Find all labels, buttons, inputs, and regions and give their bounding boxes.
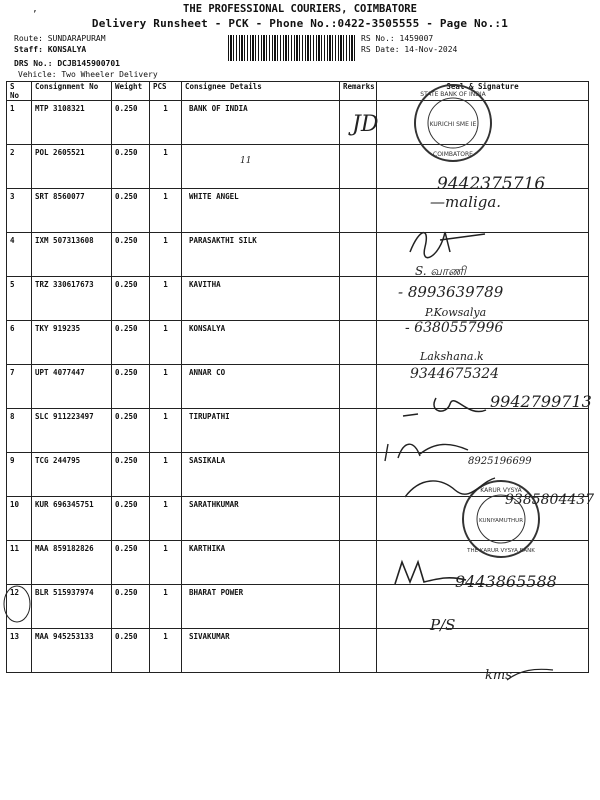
cell-weight: 0.250 (112, 541, 150, 585)
cell-pcs: 1 (150, 453, 182, 497)
cell-consignment: TKY 919235 (32, 321, 112, 365)
cell-weight: 0.250 (112, 101, 150, 145)
hand-r3-name: —maliga. (430, 193, 502, 211)
hand-r13-text: P/S (430, 616, 456, 634)
hand-r2-mark: 11 (240, 156, 252, 166)
cell-consignee: PARASAKTHI SILK (182, 233, 340, 277)
rs-date-text: RS Date: 14-Nov-2024 (361, 45, 458, 54)
cell-remarks (340, 541, 377, 585)
cell-consignee: BANK OF INDIA (182, 101, 340, 145)
cell-weight: 0.250 (112, 145, 150, 189)
cell-pcs: 1 (150, 365, 182, 409)
sno-13-circle (2, 584, 34, 624)
cell-consignment: TCG 244795 (32, 453, 112, 497)
col-consignment: Consignment No (32, 82, 112, 101)
col-seal: Seal & Signature (377, 82, 589, 101)
cell-sno: 3 (7, 189, 32, 233)
cell-remarks (340, 189, 377, 233)
seal2-top-text: KARUR VYSYA (480, 487, 522, 494)
cell-consignment: UPT 4077447 (32, 365, 112, 409)
cell-pcs: 1 (150, 497, 182, 541)
cell-weight: 0.250 (112, 409, 150, 453)
cell-consignee: WHITE ANGEL (182, 189, 340, 233)
cell-sno: 1 (7, 101, 32, 145)
cell-consignee: ANNAR CO (182, 365, 340, 409)
vehicle-text: Vehicle: Two Wheeler Delivery (18, 70, 158, 79)
cell-consignee: BHARAT POWER (182, 585, 340, 629)
cell-remarks (340, 277, 377, 321)
cell-sno: 13 (7, 629, 32, 673)
cell-remarks (340, 409, 377, 453)
hand-r9-phone: 8925196699 (468, 456, 532, 467)
table-row (7, 629, 589, 673)
cell-pcs: 1 (150, 145, 182, 189)
cell-pcs: 1 (150, 409, 182, 453)
signature-r4 (400, 222, 490, 262)
cell-pcs: 1 (150, 541, 182, 585)
cell-weight: 0.250 (112, 585, 150, 629)
cell-consignee (182, 145, 340, 189)
cell-consignment: KUR 696345751 (32, 497, 112, 541)
col-remarks: Remarks (340, 82, 377, 101)
signature-r8 (398, 392, 490, 424)
col-sno: S No (7, 82, 32, 101)
seal1-mid-text: KURICHI SME IE (429, 121, 477, 128)
cell-pcs: 1 (150, 233, 182, 277)
cell-consignee: KAVITHA (182, 277, 340, 321)
cell-consignee: KARTHIKA (182, 541, 340, 585)
hand-r5-sig: S. வாணி (415, 264, 467, 278)
cell-weight: 0.250 (112, 321, 150, 365)
cell-weight: 0.250 (112, 277, 150, 321)
company-title: THE PROFESSIONAL COURIERS, COIMBATORE (183, 3, 417, 15)
cell-consignee: KONSALYA (182, 321, 340, 365)
footer-sig-stroke (505, 664, 555, 684)
table-row (7, 189, 589, 233)
runsheet-subtitle: Delivery Runsheet - PCK - Phone No.:0422-3505555 - Page No.:1 (91, 17, 509, 30)
hand-footer-sig: kms (485, 668, 512, 683)
cell-consignment: TRZ 330617673 (32, 277, 112, 321)
signature-r9 (380, 436, 472, 466)
cell-sno: 2 (7, 145, 32, 189)
cell-remarks (340, 497, 377, 541)
staff-text: Staff: KONSALYA (14, 45, 87, 54)
rs-no-text: RS No.: 1459007 (361, 34, 434, 43)
cell-weight: 0.250 (112, 453, 150, 497)
hand-r7-phone: 9344675324 (410, 366, 500, 382)
meta-left (14, 33, 158, 80)
table-row (7, 101, 589, 145)
cell-consignment: SLC 911223497 (32, 409, 112, 453)
cell-sno: 8 (7, 409, 32, 453)
hand-r12-phone: 9443865588 (455, 572, 557, 591)
cell-consignee: SIVAKUMAR (182, 629, 340, 673)
cell-weight: 0.250 (112, 497, 150, 541)
cell-pcs: 1 (150, 277, 182, 321)
signature-r10 (400, 472, 500, 502)
cell-pcs: 1 (150, 629, 182, 673)
cell-sno: 7 (7, 365, 32, 409)
hand-r11-phone: 9385804437 (505, 492, 595, 508)
col-weight: Weight (112, 82, 150, 101)
col-pcs: PCS (150, 82, 182, 101)
hand-r8-phone: 9942799713 (490, 392, 592, 411)
cell-consignment: MTP 3108321 (32, 101, 112, 145)
cell-sno: 10 (7, 497, 32, 541)
cell-weight: 0.250 (112, 629, 150, 673)
cell-weight: 0.250 (112, 233, 150, 277)
cell-seal (377, 585, 589, 629)
seal2-mid-text: KUNIYAMUTHUR (478, 518, 524, 524)
cell-remarks (340, 321, 377, 365)
cell-pcs: 1 (150, 585, 182, 629)
meta-right (361, 33, 457, 55)
barcode (228, 35, 356, 61)
cell-seal (377, 629, 589, 673)
bank-seal-sbi (412, 82, 494, 164)
cell-pcs: 1 (150, 321, 182, 365)
cell-remarks (340, 145, 377, 189)
cell-remarks (340, 629, 377, 673)
hand-r3-phone: 9442375716 (437, 174, 546, 194)
cell-weight: 0.250 (112, 189, 150, 233)
cell-consignment: IXM 507313608 (32, 233, 112, 277)
cell-consignment: MAA 859182826 (32, 541, 112, 585)
cell-sno: 11 (7, 541, 32, 585)
table-row (7, 233, 589, 277)
col-consignee: Consignee Details (182, 82, 340, 101)
hand-r7-name: Lakshana.k (420, 350, 484, 363)
cell-remarks (340, 453, 377, 497)
cell-sno: 12 (7, 585, 32, 629)
table-row (7, 409, 589, 453)
cell-consignee: SASIKALA (182, 453, 340, 497)
table-row (7, 585, 589, 629)
cell-sno: 9 (7, 453, 32, 497)
route-text: Route: SUNDARAPURAM (14, 34, 106, 43)
corner-mark: ’ (32, 10, 38, 20)
cell-pcs: 1 (150, 101, 182, 145)
cell-sno: 6 (7, 321, 32, 365)
hand-r6-phone: - 6380557996 (405, 320, 504, 336)
hand-r5-phone: - 8993639789 (398, 283, 504, 301)
cell-weight: 0.250 (112, 365, 150, 409)
table-header-row (7, 82, 589, 101)
hand-r1-remark: JD (352, 112, 379, 137)
cell-consignee: TIRUPATHI (182, 409, 340, 453)
cell-sno: 5 (7, 277, 32, 321)
seal1-top-text: STATE BANK OF INDIA (420, 91, 486, 98)
cell-consignment: MAA 945253133 (32, 629, 112, 673)
cell-consignment: POL 2605521 (32, 145, 112, 189)
cell-remarks (340, 585, 377, 629)
cell-consignment: SRT 8560077 (32, 189, 112, 233)
cell-sno: 4 (7, 233, 32, 277)
drs-text: DRS No.: DCJB145900701 (14, 59, 120, 68)
cell-consignee: SARATHKUMAR (182, 497, 340, 541)
cell-pcs: 1 (150, 189, 182, 233)
seal2-bottom-text: THE KARUR VYSYA BANK (467, 548, 535, 554)
cell-remarks (340, 233, 377, 277)
hand-r6-name: P.Kowsalya (425, 306, 487, 319)
cell-remarks (340, 365, 377, 409)
seal1-bottom-text: COIMBATORE (433, 151, 473, 158)
cell-consignment: BLR 515937974 (32, 585, 112, 629)
